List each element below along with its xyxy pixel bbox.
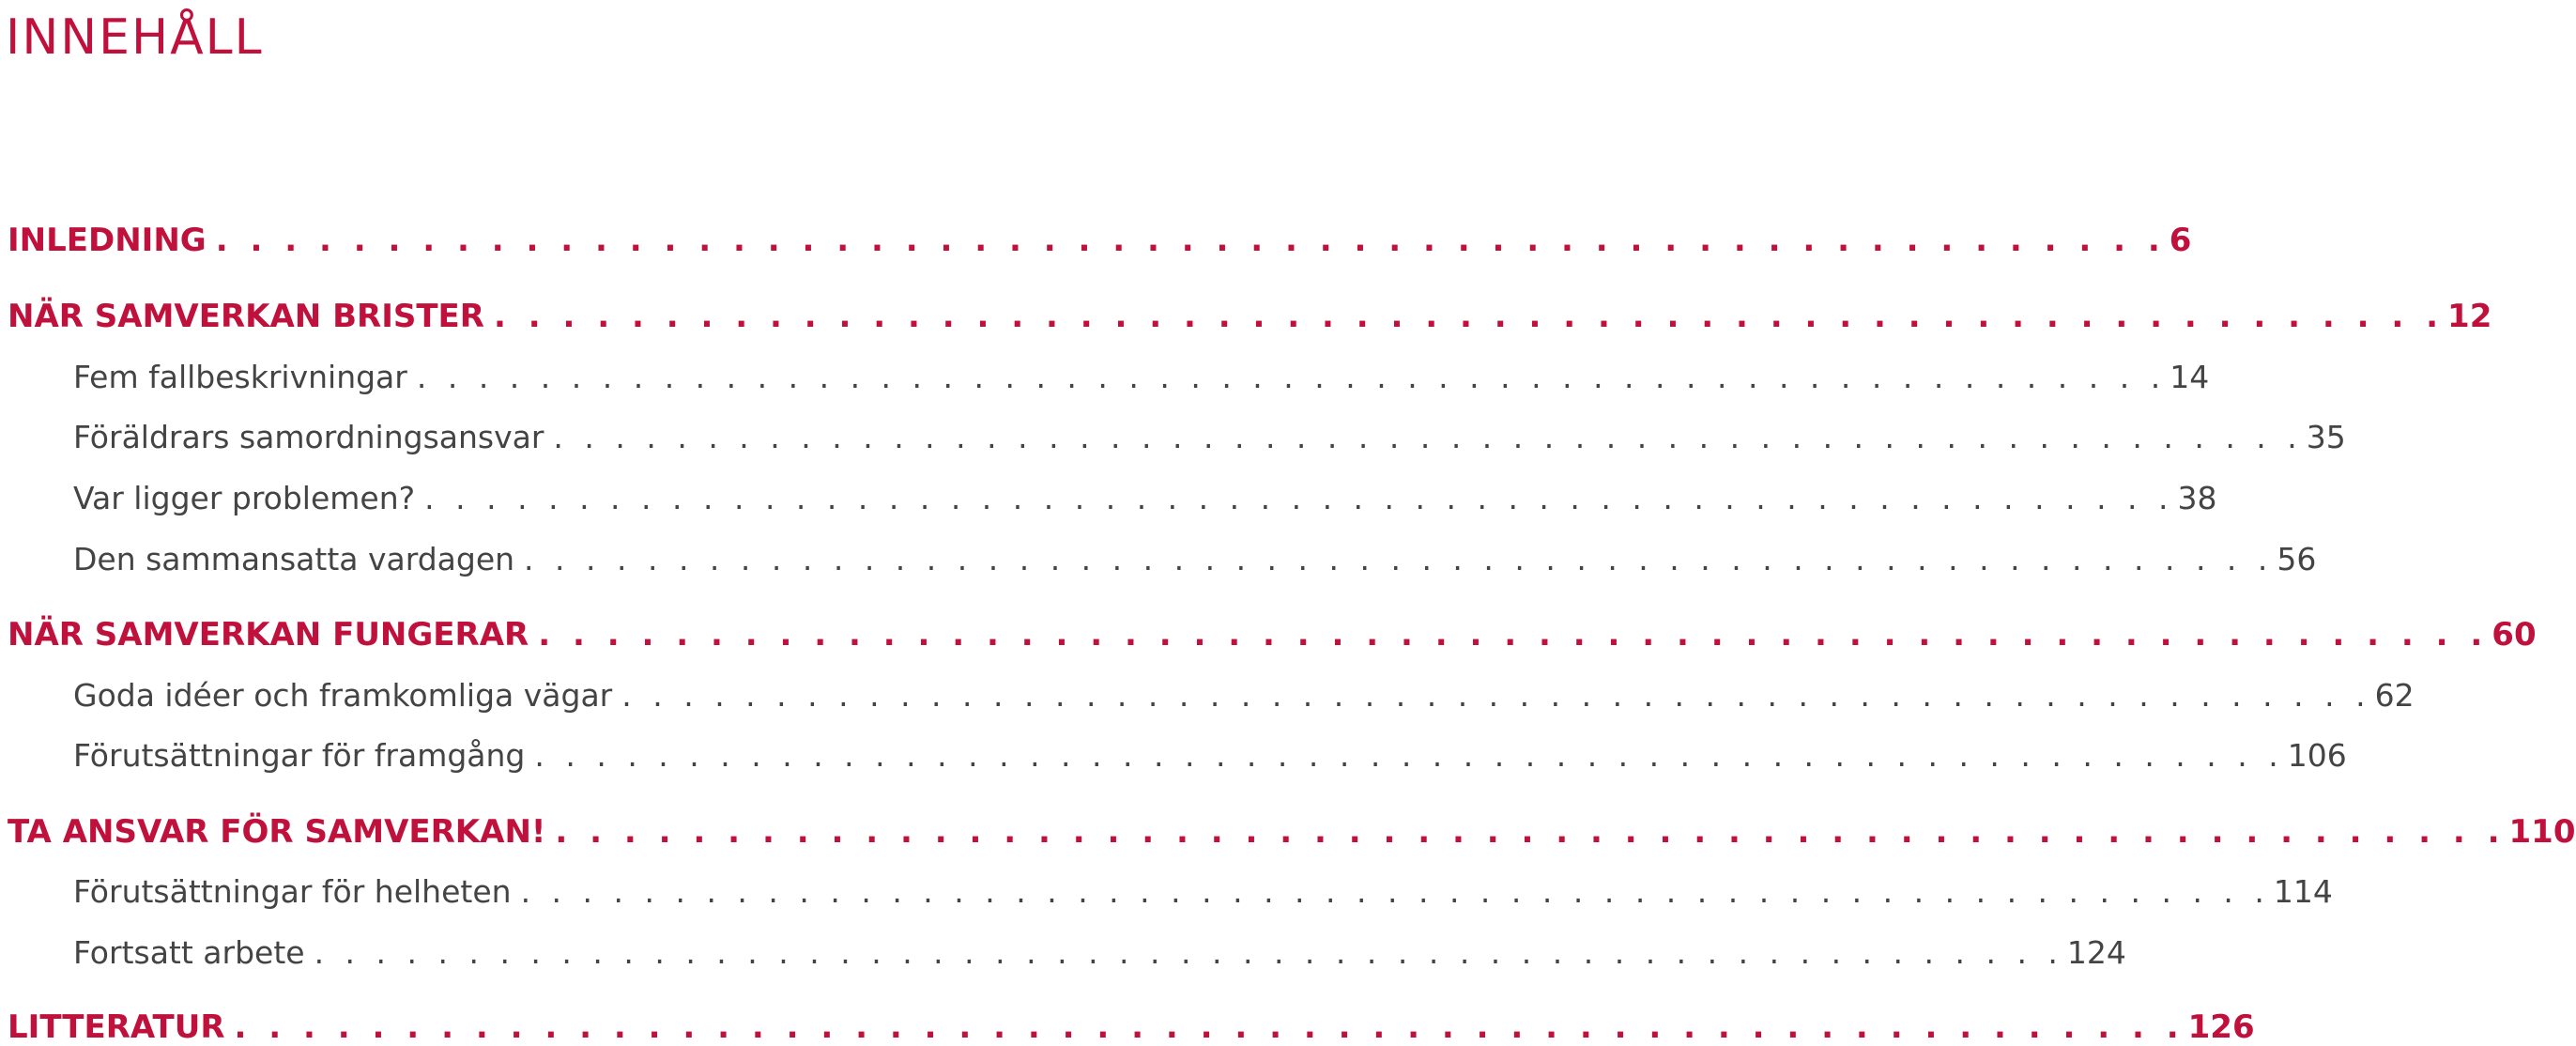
toc-entry-page: 126	[2187, 1008, 2255, 1046]
toc-entry-forutsattningar-for-helheten[interactable]	[73, 873, 2333, 910]
dot-leader: . . . . . . . . . . . . . . . . . . . . . . . . . . . . . . . . . . . . . . . . . . . . . . . . . . . . . . . . .	[555, 813, 2506, 851]
toc-entry-page: 14	[2170, 359, 2210, 395]
toc-entry-page: 124	[2066, 934, 2126, 971]
toc-entry-label: Förutsättningar för helheten	[73, 873, 512, 910]
toc-entry-label: Fortsatt arbete	[73, 934, 305, 971]
toc-entry-litteratur[interactable]	[8, 1008, 2255, 1046]
toc-entry-label: Var ligger problemen?	[73, 480, 416, 516]
toc-entry-page: 110	[2508, 813, 2576, 851]
dot-leader: . . . . . . . . . . . . . . . . . . . . . . . . . . . . . . . . . . . . . . . . . . . . . . . . . . . . . . . . .	[534, 737, 2284, 774]
dot-leader: . . . . . . . . . . . . . . . . . . . . . . . . . . . . . . . . . . . . . . . . . . . . . . . . . . . . . . . . .	[234, 1008, 2185, 1046]
toc-entry-label: LITTERATUR	[8, 1008, 225, 1046]
toc-entry-page: 62	[2374, 677, 2415, 714]
toc-entry-page: 12	[2447, 298, 2492, 335]
toc-entry-var-ligger-problemen[interactable]	[73, 480, 2217, 516]
dot-leader: . . . . . . . . . . . . . . . . . . . . . . . . . . . . . . . . . . . . . . . . . . . . . . . . . . . . . . . . .	[416, 359, 2167, 395]
toc-entry-inledning[interactable]	[8, 222, 2192, 259]
toc-entry-page: 114	[2273, 873, 2333, 910]
dot-leader: . . . . . . . . . . . . . . . . . . . . . . . . . . . . . . . . . . . . . . . . . . . . . . . . . . . . . . . . .	[621, 677, 2371, 714]
dot-leader: . . . . . . . . . . . . . . . . . . . . . . . . . . . . . . . . . . . . . . . . . . . . . . . . . . . . . . . . .	[493, 298, 2445, 335]
toc-entry-label: Föräldrars samordningsansvar	[73, 419, 544, 455]
toc-entry-page: 6	[2169, 222, 2192, 259]
toc-entry-fortsatt-arbete[interactable]	[73, 934, 2126, 971]
toc-entry-label: Fem fallbeskrivningar	[73, 359, 407, 395]
toc-entry-page: 106	[2287, 737, 2347, 774]
dot-leader: . . . . . . . . . . . . . . . . . . . . . . . . . . . . . . . . . . . . . . . . . . . . . . . . . . . . . . . . .	[538, 616, 2489, 654]
toc-entry-page: 38	[2177, 480, 2217, 516]
toc-entry-label: Goda idéer och framkomliga vägar	[73, 677, 613, 714]
page-title: INNEHÅLL	[6, 9, 264, 66]
dot-leader: . . . . . . . . . . . . . . . . . . . . . . . . . . . . . . . . . . . . . . . . . . . . . . . . . . . . . . . . .	[424, 480, 2174, 516]
toc-entry-page: 60	[2492, 616, 2537, 654]
toc-entry-forutsattningar-for-framgang[interactable]	[73, 737, 2347, 774]
dot-leader: . . . . . . . . . . . . . . . . . . . . . . . . . . . . . . . . . . . . . . . . . . . . . . . . . . . . . . . . .	[215, 222, 2166, 259]
toc-entry-label: TA ANSVAR FÖR SAMVERKAN!	[8, 813, 546, 851]
toc-entry-page: 35	[2306, 419, 2346, 455]
toc-entry-nar-samverkan-brister[interactable]	[8, 298, 2492, 335]
toc-entry-goda-ideer[interactable]	[73, 677, 2415, 714]
toc-entry-den-sammansatta-vardagen[interactable]	[73, 541, 2317, 577]
toc-entry-nar-samverkan-fungerar[interactable]	[8, 616, 2537, 654]
toc-entry-page: 56	[2277, 541, 2317, 577]
toc-entry-foraldrars-samordningsansvar[interactable]	[73, 419, 2346, 455]
dot-leader: . . . . . . . . . . . . . . . . . . . . . . . . . . . . . . . . . . . . . . . . . . . . . . . . . . . . . . . . .	[524, 541, 2274, 577]
toc-entry-label: Den sammansatta vardagen	[73, 541, 515, 577]
toc-entry-label: INLEDNING	[8, 222, 207, 259]
toc-entry-label: NÄR SAMVERKAN FUNGERAR	[8, 616, 529, 654]
toc-entry-label: Förutsättningar för framgång	[73, 737, 526, 774]
toc-entry-ta-ansvar[interactable]	[8, 813, 2576, 851]
dot-leader: . . . . . . . . . . . . . . . . . . . . . . . . . . . . . . . . . . . . . . . . . . . . . . . . . . . . . . . . .	[314, 934, 2063, 971]
toc-entry-label: NÄR SAMVERKAN BRISTER	[8, 298, 484, 335]
toc-entry-fem-fallbeskrivningar[interactable]	[73, 359, 2210, 395]
dot-leader: . . . . . . . . . . . . . . . . . . . . . . . . . . . . . . . . . . . . . . . . . . . . . . . . . . . . . . . . .	[520, 873, 2270, 910]
dot-leader: . . . . . . . . . . . . . . . . . . . . . . . . . . . . . . . . . . . . . . . . . . . . . . . . . . . . . . . . .	[553, 419, 2303, 455]
